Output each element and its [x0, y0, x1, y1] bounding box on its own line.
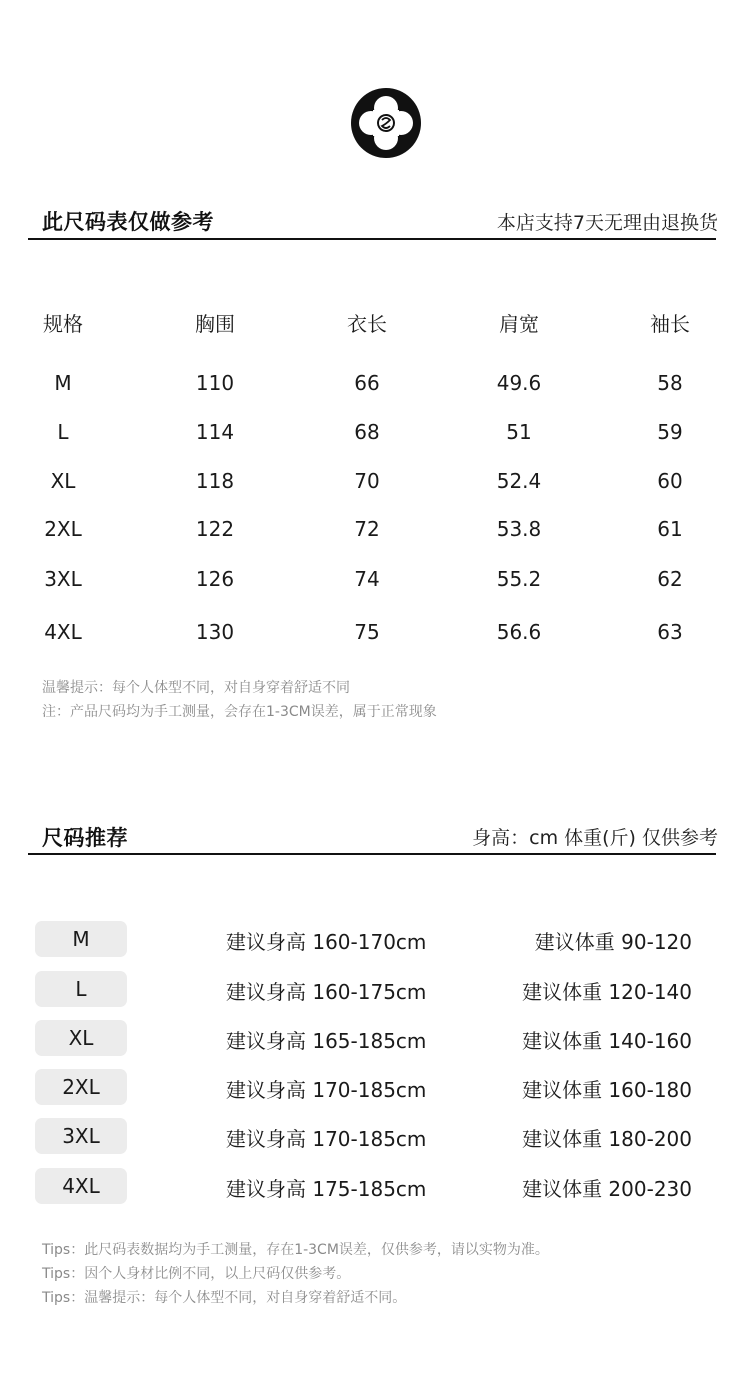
cell-sleeve: 62 — [657, 567, 683, 591]
cell-length: 75 — [354, 620, 380, 644]
header-length: 衣长 — [347, 312, 387, 336]
cell-length: 68 — [354, 420, 380, 444]
recommended-height: 建议身高 160-170cm — [226, 930, 427, 954]
size-pill: 3XL — [35, 1118, 127, 1154]
cell-length: 74 — [354, 567, 380, 591]
size-pill: XL — [35, 1020, 127, 1056]
tips-block — [42, 1238, 549, 1310]
recommended-weight: 建议体重 160-180 — [522, 1078, 692, 1102]
recommended-weight: 建议体重 140-160 — [522, 1029, 692, 1053]
cell-spec: 4XL — [44, 620, 82, 644]
cell-spec: XL — [50, 469, 76, 493]
header-spec: 规格 — [43, 312, 83, 336]
cell-shoulder: 49.6 — [496, 371, 542, 395]
cell-spec: 3XL — [44, 567, 82, 591]
recommended-height: 建议身高 170-185cm — [226, 1078, 427, 1102]
cell-sleeve: 61 — [657, 517, 683, 541]
cell-chest: 110 — [195, 371, 235, 395]
recommended-weight: 建议体重 120-140 — [522, 980, 692, 1004]
size-pill: L — [35, 971, 127, 1007]
size-pill: M — [35, 921, 127, 957]
header-shoulder: 肩宽 — [499, 312, 539, 336]
cell-shoulder: 56.6 — [496, 620, 542, 644]
cell-sleeve: 59 — [657, 420, 683, 444]
tip-line: Tips：因个人身材比例不同，以上尺码仅供参考。 — [42, 1266, 351, 1282]
cell-chest: 114 — [195, 420, 235, 444]
cell-spec: L — [57, 420, 69, 444]
cell-sleeve: 63 — [657, 620, 683, 644]
section-divider — [28, 238, 716, 240]
cell-length: 66 — [354, 371, 380, 395]
cell-length: 72 — [354, 517, 380, 541]
tip-line: Tips：此尺码表数据均为手工测量，存在1-3CM误差，仅供参考，请以实物为准。 — [42, 1242, 549, 1258]
cell-shoulder: 53.8 — [496, 517, 542, 541]
note-line: 温馨提示：每个人体型不同，对自身穿着舒适不同 — [42, 680, 350, 696]
cell-chest: 126 — [195, 567, 235, 591]
recommended-height: 建议身高 160-175cm — [226, 980, 427, 1004]
size-chart-title: 此尺码表仅做参考 — [42, 210, 214, 234]
cell-sleeve: 58 — [657, 371, 683, 395]
cell-spec: M — [54, 371, 72, 395]
cell-shoulder: 51 — [506, 420, 532, 444]
recommended-height: 建议身高 170-185cm — [226, 1127, 427, 1151]
recommended-weight: 建议体重 90-120 — [534, 930, 692, 954]
header-sleeve: 袖长 — [650, 312, 690, 336]
cell-chest: 122 — [195, 517, 235, 541]
cell-shoulder: 55.2 — [496, 567, 542, 591]
header-chest: 胸围 — [195, 312, 235, 336]
recommend-unit-note: 身高：cm 体重(斤) 仅供参考 — [472, 827, 718, 849]
cell-sleeve: 60 — [657, 469, 683, 493]
size-chart-notes — [42, 676, 437, 724]
recommended-weight: 建议体重 200-230 — [522, 1177, 692, 1201]
recommended-height: 建议身高 175-185cm — [226, 1177, 427, 1201]
recommended-height: 建议身高 165-185cm — [226, 1029, 427, 1053]
note-line: 注：产品尺码均为手工测量，会存在1-3CM误差，属于正常现象 — [42, 704, 437, 720]
section-divider — [28, 853, 716, 855]
quatrefoil-logo-icon — [351, 88, 421, 158]
cell-length: 70 — [354, 469, 380, 493]
size-pill: 2XL — [35, 1069, 127, 1105]
cell-chest: 118 — [195, 469, 235, 493]
recommend-title: 尺码推荐 — [42, 826, 128, 850]
tip-line: Tips：温馨提示：每个人体型不同，对自身穿着舒适不同。 — [42, 1290, 407, 1306]
cell-spec: 2XL — [44, 517, 82, 541]
cell-chest: 130 — [195, 620, 235, 644]
size-pill: 4XL — [35, 1168, 127, 1204]
cell-shoulder: 52.4 — [496, 469, 542, 493]
return-policy-note: 本店支持7天无理由退换货 — [496, 212, 718, 234]
recommended-weight: 建议体重 180-200 — [522, 1127, 692, 1151]
